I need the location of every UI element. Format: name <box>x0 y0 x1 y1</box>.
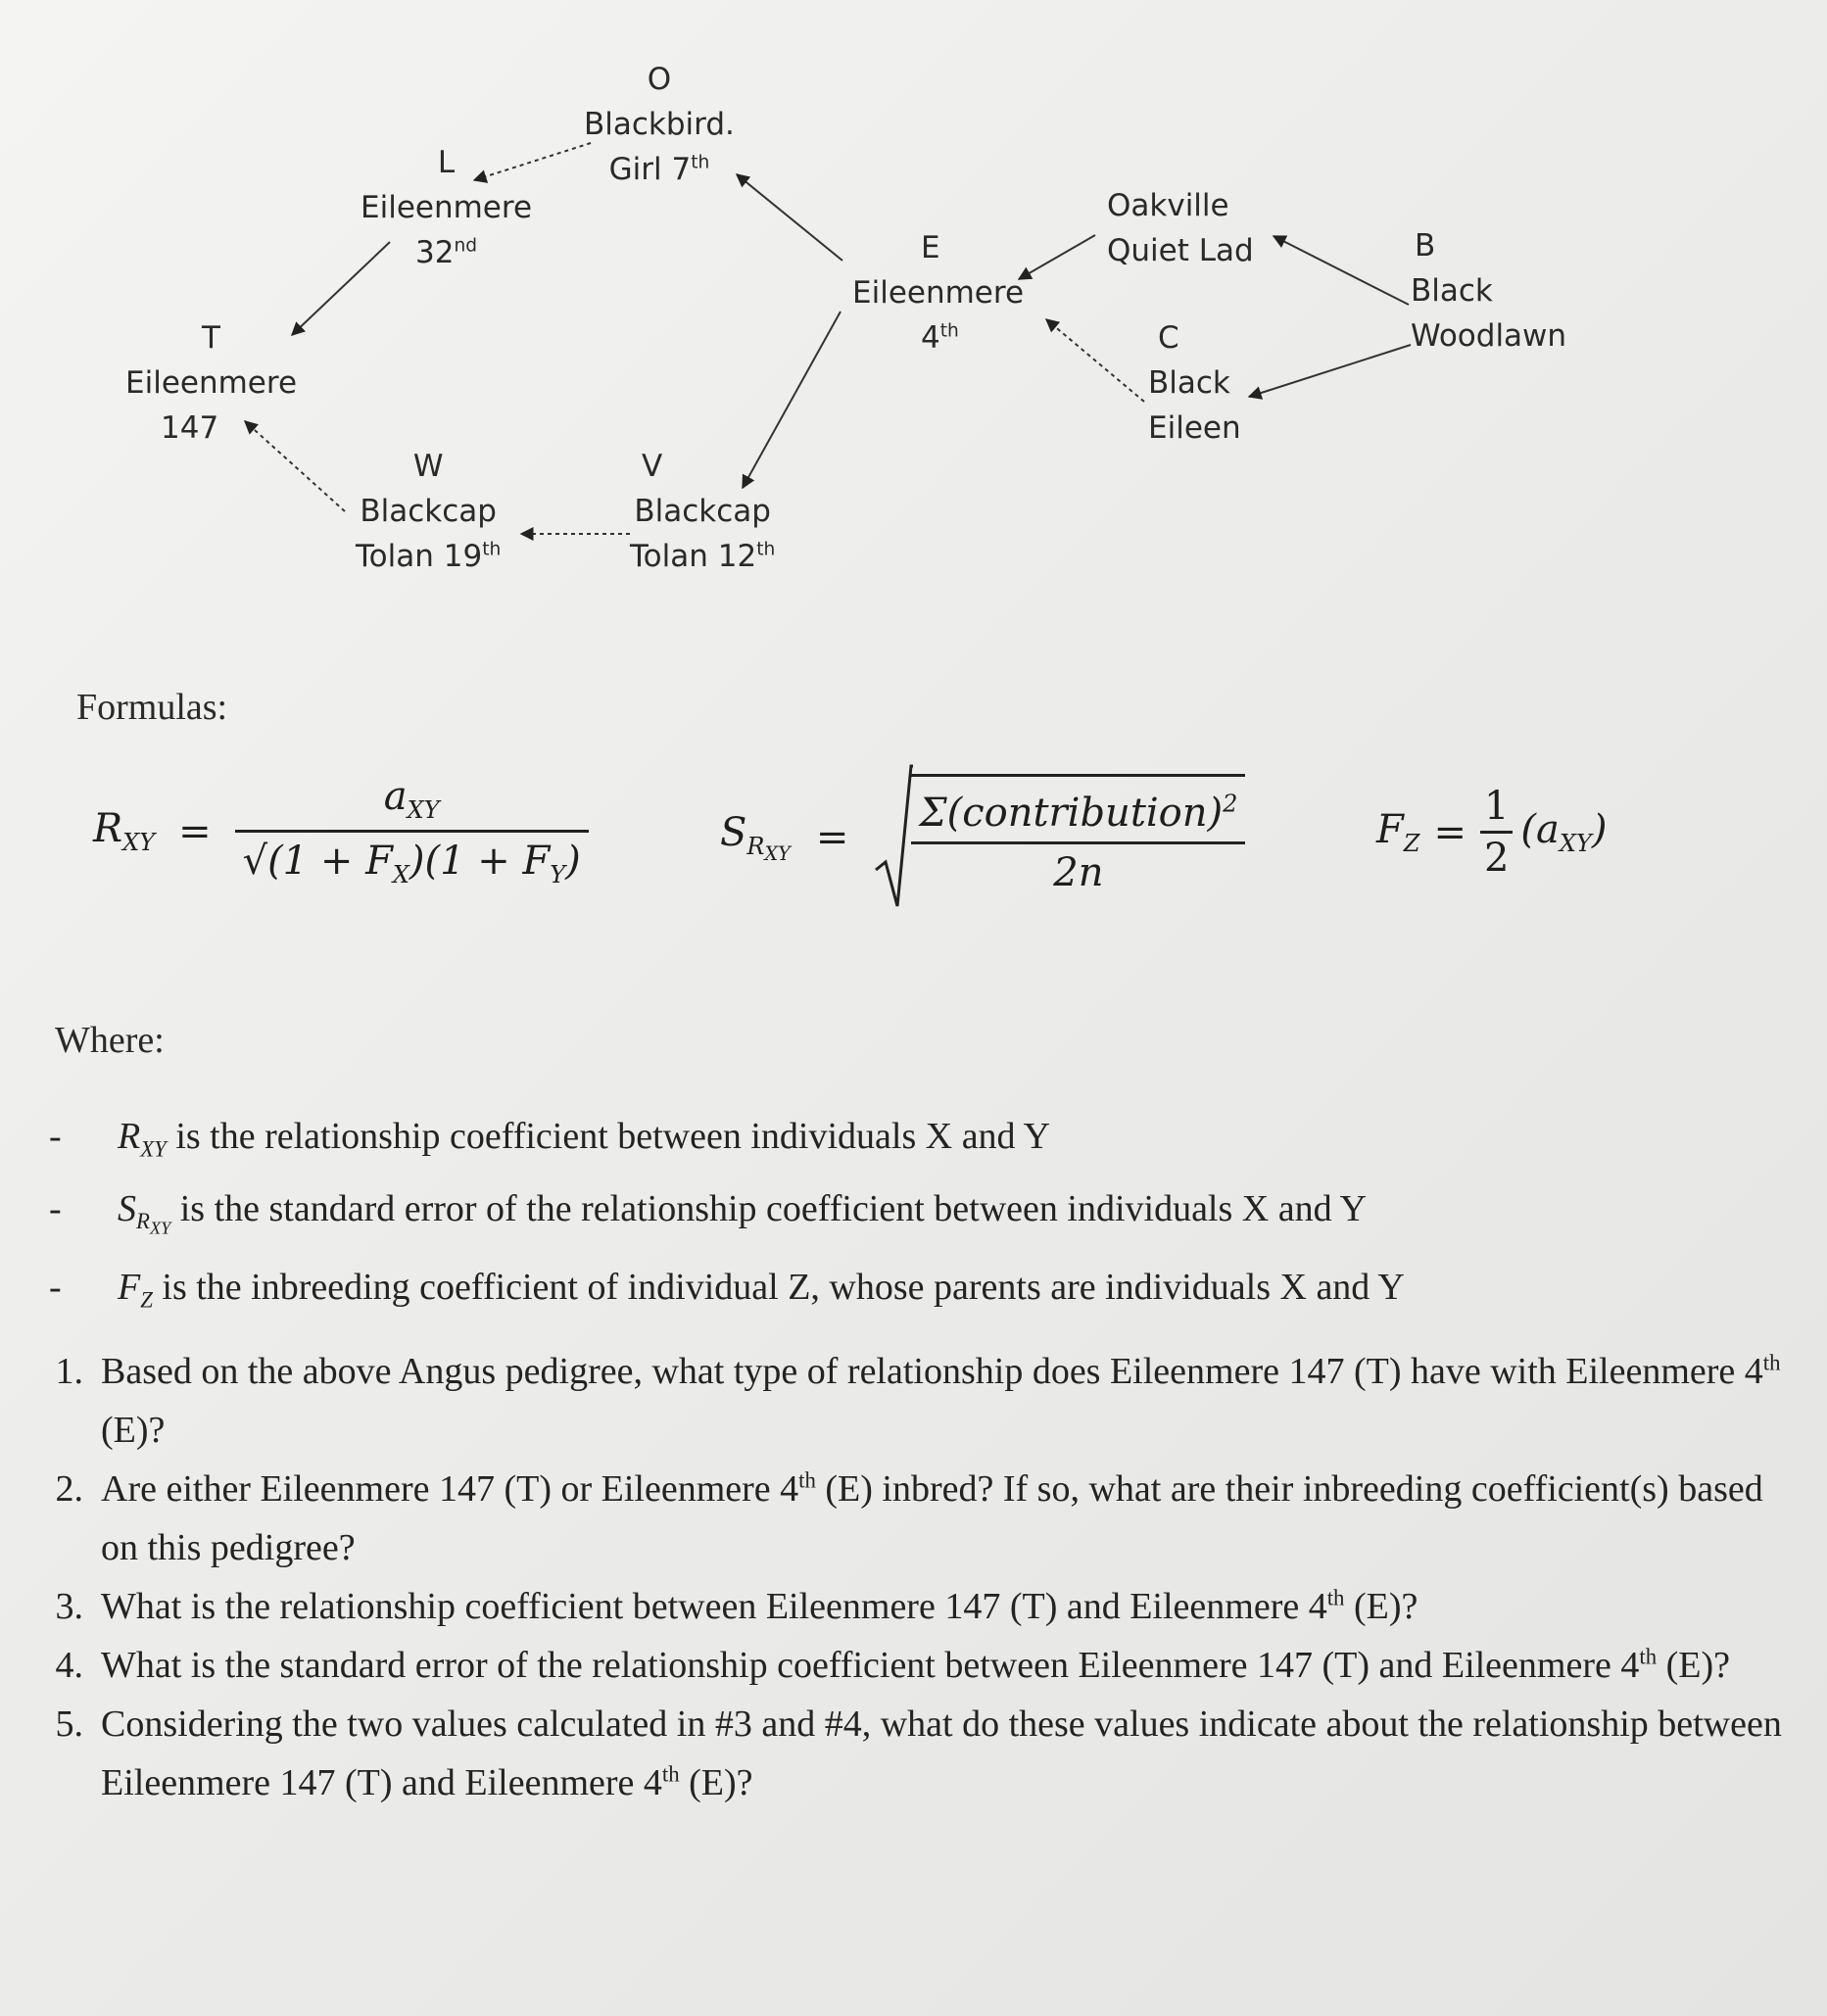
node-c <box>1148 315 1241 451</box>
node-t-line2: 147 <box>161 410 219 446</box>
s-denominator: 2n <box>911 841 1245 895</box>
node-w-letter: W <box>412 449 444 484</box>
question-4: 4. What is the standard error of the relationship coefficient between Eileenmere 147 (T) and Eileenmere 4th (E)? <box>55 1644 1730 1686</box>
node-v-letter: V <box>642 449 663 484</box>
node-oakville-line1: Oakville <box>1107 188 1229 223</box>
question-5: 5. Considering the two values calculated in #3 and #4, what do these values indicate about the relationship between Eileenmere 147 (T) and Eileenmere 4th (E)? <box>55 1704 1782 1803</box>
node-w <box>356 444 501 579</box>
node-oakville <box>1107 183 1254 273</box>
f-equals: = <box>1433 809 1466 855</box>
node-l-line1: Eileenmere <box>361 190 533 225</box>
node-l <box>361 140 532 275</box>
definitions-list <box>39 1107 1783 1329</box>
edge-e-to-o <box>737 174 842 261</box>
node-l-line2: 32nd <box>414 235 478 270</box>
r-equals: = <box>178 808 212 854</box>
definition-s-symbol: $S_{R_{XY}}$ <box>118 1187 171 1238</box>
node-o-line2: Girl 7th <box>608 152 710 187</box>
definition-f: - $F_Z$ is the inbreeding coefficient of individual Z, whose parents are individuals X and Y <box>49 1266 1405 1313</box>
node-w-line1: Blackcap <box>360 494 497 529</box>
node-v-line2: Tolan 12th <box>630 539 776 574</box>
node-t <box>125 315 297 451</box>
edge-b-to-c <box>1249 345 1411 397</box>
f-lhs: $F_Z$ <box>1376 807 1420 857</box>
f-half-numerator: 1 <box>1483 784 1510 829</box>
node-l-letter: L <box>437 145 456 180</box>
node-oakville-line2: Quiet Lad <box>1107 233 1254 268</box>
node-e-line2: 4th <box>921 320 959 356</box>
node-o-line1: Blackbird. <box>584 107 735 142</box>
node-t-line1: Eileenmere <box>125 365 298 401</box>
edge-b-to-oq <box>1274 236 1409 305</box>
f-half <box>1480 784 1513 881</box>
s-fraction <box>911 774 1245 895</box>
question-2: 2. Are either Eileenmere 147 (T) or Eileenmere 4th (E) inbred? If so, what are their inbreeding coefficient(s) based on this pedigree? <box>55 1467 1763 1568</box>
node-c-line2: Eileen <box>1148 410 1241 446</box>
definition-r-symbol: $R_{XY}$ <box>118 1116 167 1162</box>
formula-standard-error <box>720 764 1245 911</box>
s-numerator: Σ(contribution)$^2$ <box>919 790 1238 836</box>
f-half-denominator: 2 <box>1480 831 1513 881</box>
node-o <box>584 57 735 192</box>
formula-inbreeding-coefficient <box>1376 784 1607 881</box>
edge-oq-to-e <box>1019 235 1095 279</box>
node-w-line2: Tolan 19th <box>356 539 502 574</box>
node-o-letter: O <box>647 62 672 97</box>
where-heading: Where: <box>55 1020 165 1061</box>
node-c-line1: Black <box>1148 365 1230 401</box>
f-rhs: $(a_{XY})$ <box>1520 807 1608 857</box>
node-b <box>1411 223 1566 359</box>
node-e <box>852 225 1024 360</box>
node-v <box>630 444 775 579</box>
formulas-heading: Formulas: <box>76 687 228 728</box>
r-denominator: $√(1 + F_X)(1 + F_Y)$ <box>235 830 589 888</box>
node-e-line1: Eileenmere <box>852 275 1025 311</box>
node-t-letter: T <box>202 320 220 356</box>
r-numerator: $a_{XY}$ <box>383 774 440 824</box>
question-1: 1. Based on the above Angus pedigree, what type of relationship does Eileenmere 147 (T) have with Eileenmere 4th (E)? <box>55 1350 1781 1451</box>
formula-relationship-coefficient <box>93 774 589 888</box>
sqrt-sign-icon <box>874 764 913 911</box>
node-b-line1: Black <box>1411 273 1493 309</box>
node-v-line1: Blackcap <box>634 494 771 529</box>
edge-c-to-e <box>1046 319 1144 402</box>
definition-s: - $S_{R_{XY}}$ is the standard error of the relationship coefficient between individuals X and Y <box>49 1187 1368 1238</box>
r-fraction <box>235 774 589 888</box>
node-b-letter: B <box>1415 228 1436 264</box>
node-e-letter: E <box>921 230 940 265</box>
s-equals: = <box>815 815 849 860</box>
node-c-letter: C <box>1158 320 1179 356</box>
node-b-line2: Woodlawn <box>1411 318 1567 354</box>
definition-f-symbol: $F_Z$ <box>118 1266 153 1313</box>
r-lhs: $R_{XY}$ <box>93 806 156 856</box>
question-3: 3. What is the relationship coefficient between Eileenmere 147 (T) and Eileenmere 4th (E)? <box>55 1585 1418 1627</box>
definition-r: - $R_{XY}$ is the relationship coefficient between individuals X and Y <box>49 1116 1051 1162</box>
s-lhs: $S_{R_{XY}}$ <box>720 810 791 865</box>
questions-list <box>20 1342 1803 1812</box>
